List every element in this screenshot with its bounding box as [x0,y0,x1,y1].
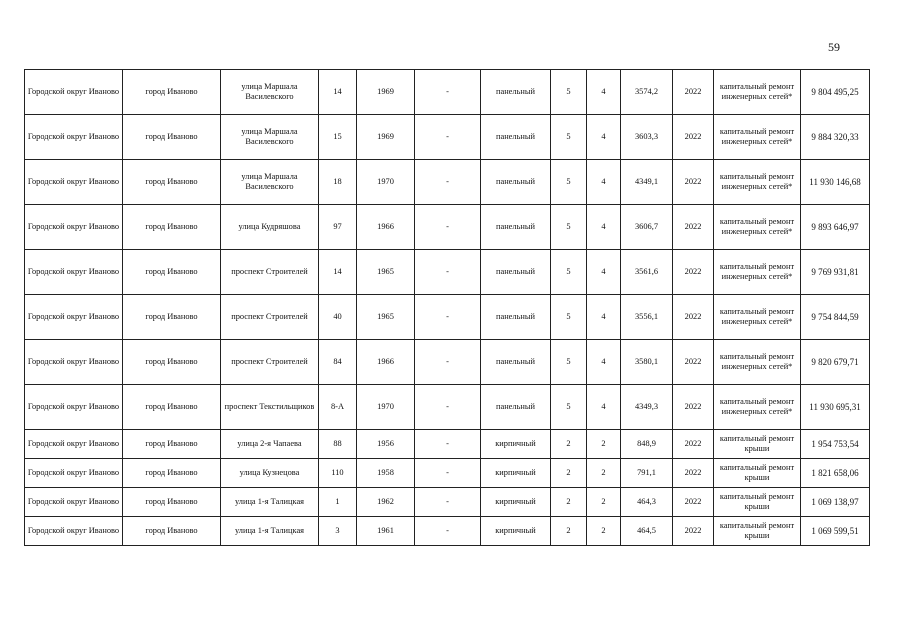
cell-plan-year: 2022 [673,160,714,205]
cell-cost: 9 820 679,71 [801,340,870,385]
cell-cost: 9 804 495,25 [801,70,870,115]
cell-street: улица 1-я Талицкая [221,517,319,546]
cell-dash: - [415,488,481,517]
cell-plan-year: 2022 [673,295,714,340]
cell-locality: город Иваново [123,430,221,459]
cell-locality: город Иваново [123,488,221,517]
cell-dash: - [415,205,481,250]
cell-wall-material: панельный [481,70,551,115]
cell-area: 3574,2 [621,70,673,115]
cell-street: проспект Строителей [221,295,319,340]
cell-house-number: 88 [319,430,357,459]
table-row [25,517,870,546]
cell-area: 3561,6 [621,250,673,295]
cell-municipality: Городской округ Иваново [25,160,123,205]
cell-entrances: 4 [587,385,621,430]
cell-floors: 2 [551,430,587,459]
cell-plan-year: 2022 [673,340,714,385]
cell-dash: - [415,340,481,385]
cell-work-type: капитальный ремонт инженерных сетей* [714,250,801,295]
cell-house-number: 3 [319,517,357,546]
table-row [25,295,870,340]
cell-construction-year: 1966 [357,205,415,250]
cell-entrances: 4 [587,340,621,385]
cell-house-number: 1 [319,488,357,517]
table-row [25,205,870,250]
cell-entrances: 4 [587,295,621,340]
cell-dash: - [415,250,481,295]
cell-street: улица Кузнецова [221,459,319,488]
cell-municipality: Городской округ Иваново [25,459,123,488]
table-body [25,70,870,546]
cell-house-number: 15 [319,115,357,160]
cell-entrances: 2 [587,488,621,517]
cell-construction-year: 1961 [357,517,415,546]
cell-wall-material: панельный [481,160,551,205]
cell-locality: город Иваново [123,160,221,205]
cell-floors: 2 [551,517,587,546]
cell-municipality: Городской округ Иваново [25,517,123,546]
cell-dash: - [415,459,481,488]
table-row [25,250,870,295]
cell-floors: 5 [551,295,587,340]
cell-entrances: 2 [587,459,621,488]
cell-work-type: капитальный ремонт крыши [714,488,801,517]
housing-repair-table [24,69,870,546]
cell-house-number: 14 [319,70,357,115]
cell-house-number: 110 [319,459,357,488]
cell-area: 3580,1 [621,340,673,385]
cell-dash: - [415,385,481,430]
table-row [25,115,870,160]
cell-locality: город Иваново [123,115,221,160]
cell-street: улица Маршала Василевского [221,115,319,160]
cell-wall-material: кирпичный [481,459,551,488]
cell-wall-material: панельный [481,205,551,250]
cell-plan-year: 2022 [673,430,714,459]
cell-plan-year: 2022 [673,459,714,488]
cell-entrances: 4 [587,205,621,250]
cell-cost: 9 754 844,59 [801,295,870,340]
cell-construction-year: 1970 [357,160,415,205]
page-number: 59 [828,40,840,54]
table-row [25,488,870,517]
cell-municipality: Городской округ Иваново [25,385,123,430]
cell-locality: город Иваново [123,295,221,340]
cell-dash: - [415,295,481,340]
cell-plan-year: 2022 [673,517,714,546]
cell-wall-material: панельный [481,295,551,340]
cell-cost: 9 884 320,33 [801,115,870,160]
cell-house-number: 18 [319,160,357,205]
cell-construction-year: 1958 [357,459,415,488]
cell-work-type: капитальный ремонт инженерных сетей* [714,385,801,430]
cell-construction-year: 1969 [357,70,415,115]
cell-floors: 5 [551,205,587,250]
cell-wall-material: панельный [481,115,551,160]
cell-locality: город Иваново [123,517,221,546]
cell-street: проспект Текстильщиков [221,385,319,430]
cell-area: 848,9 [621,430,673,459]
cell-locality: город Иваново [123,70,221,115]
cell-wall-material: панельный [481,250,551,295]
cell-work-type: капитальный ремонт крыши [714,517,801,546]
cell-area: 791,1 [621,459,673,488]
cell-dash: - [415,70,481,115]
cell-work-type: капитальный ремонт инженерных сетей* [714,205,801,250]
cell-construction-year: 1965 [357,295,415,340]
cell-cost: 1 069 599,51 [801,517,870,546]
cell-municipality: Городской округ Иваново [25,115,123,160]
cell-area: 4349,1 [621,160,673,205]
cell-street: улица 2-я Чапаева [221,430,319,459]
cell-work-type: капитальный ремонт инженерных сетей* [714,295,801,340]
cell-floors: 5 [551,340,587,385]
cell-municipality: Городской округ Иваново [25,430,123,459]
cell-plan-year: 2022 [673,115,714,160]
cell-work-type: капитальный ремонт инженерных сетей* [714,340,801,385]
cell-house-number: 40 [319,295,357,340]
cell-plan-year: 2022 [673,70,714,115]
table-row [25,430,870,459]
cell-entrances: 4 [587,70,621,115]
table-row [25,70,870,115]
cell-construction-year: 1965 [357,250,415,295]
cell-entrances: 4 [587,115,621,160]
cell-floors: 5 [551,115,587,160]
cell-construction-year: 1956 [357,430,415,459]
cell-wall-material: кирпичный [481,430,551,459]
cell-street: улица 1-я Талицкая [221,488,319,517]
cell-municipality: Городской округ Иваново [25,205,123,250]
cell-cost: 9 893 646,97 [801,205,870,250]
table-row [25,340,870,385]
cell-dash: - [415,430,481,459]
cell-work-type: капитальный ремонт крыши [714,430,801,459]
cell-construction-year: 1970 [357,385,415,430]
cell-wall-material: кирпичный [481,517,551,546]
cell-municipality: Городской округ Иваново [25,250,123,295]
cell-floors: 2 [551,459,587,488]
cell-construction-year: 1969 [357,115,415,160]
cell-dash: - [415,160,481,205]
cell-street: улица Кудряшова [221,205,319,250]
cell-wall-material: панельный [481,340,551,385]
cell-cost: 11 930 695,31 [801,385,870,430]
cell-municipality: Городской округ Иваново [25,70,123,115]
cell-street: проспект Строителей [221,250,319,295]
cell-municipality: Городской округ Иваново [25,340,123,385]
cell-entrances: 2 [587,430,621,459]
cell-wall-material: панельный [481,385,551,430]
cell-entrances: 2 [587,517,621,546]
cell-floors: 5 [551,70,587,115]
table-row [25,385,870,430]
cell-floors: 5 [551,385,587,430]
cell-area: 3556,1 [621,295,673,340]
cell-work-type: капитальный ремонт инженерных сетей* [714,160,801,205]
table-row [25,459,870,488]
cell-locality: город Иваново [123,459,221,488]
cell-area: 464,5 [621,517,673,546]
cell-plan-year: 2022 [673,250,714,295]
cell-floors: 5 [551,160,587,205]
cell-house-number: 14 [319,250,357,295]
cell-construction-year: 1966 [357,340,415,385]
cell-wall-material: кирпичный [481,488,551,517]
cell-cost: 1 069 138,97 [801,488,870,517]
cell-cost: 1 954 753,54 [801,430,870,459]
cell-plan-year: 2022 [673,205,714,250]
cell-dash: - [415,517,481,546]
cell-entrances: 4 [587,250,621,295]
cell-floors: 2 [551,488,587,517]
cell-house-number: 97 [319,205,357,250]
cell-locality: город Иваново [123,250,221,295]
table-row [25,160,870,205]
cell-street: улица Маршала Василевского [221,160,319,205]
cell-plan-year: 2022 [673,488,714,517]
cell-locality: город Иваново [123,205,221,250]
cell-cost: 9 769 931,81 [801,250,870,295]
cell-house-number: 8-А [319,385,357,430]
cell-municipality: Городской округ Иваново [25,488,123,517]
cell-entrances: 4 [587,160,621,205]
cell-work-type: капитальный ремонт инженерных сетей* [714,70,801,115]
cell-locality: город Иваново [123,385,221,430]
cell-plan-year: 2022 [673,385,714,430]
cell-construction-year: 1962 [357,488,415,517]
cell-work-type: капитальный ремонт крыши [714,459,801,488]
cell-area: 464,3 [621,488,673,517]
cell-street: проспект Строителей [221,340,319,385]
cell-area: 3606,7 [621,205,673,250]
cell-municipality: Городской округ Иваново [25,295,123,340]
cell-floors: 5 [551,250,587,295]
cell-work-type: капитальный ремонт инженерных сетей* [714,115,801,160]
cell-area: 4349,3 [621,385,673,430]
cell-street: улица Маршала Василевского [221,70,319,115]
cell-cost: 11 930 146,68 [801,160,870,205]
cell-cost: 1 821 658,06 [801,459,870,488]
cell-area: 3603,3 [621,115,673,160]
cell-house-number: 84 [319,340,357,385]
cell-dash: - [415,115,481,160]
cell-locality: город Иваново [123,340,221,385]
